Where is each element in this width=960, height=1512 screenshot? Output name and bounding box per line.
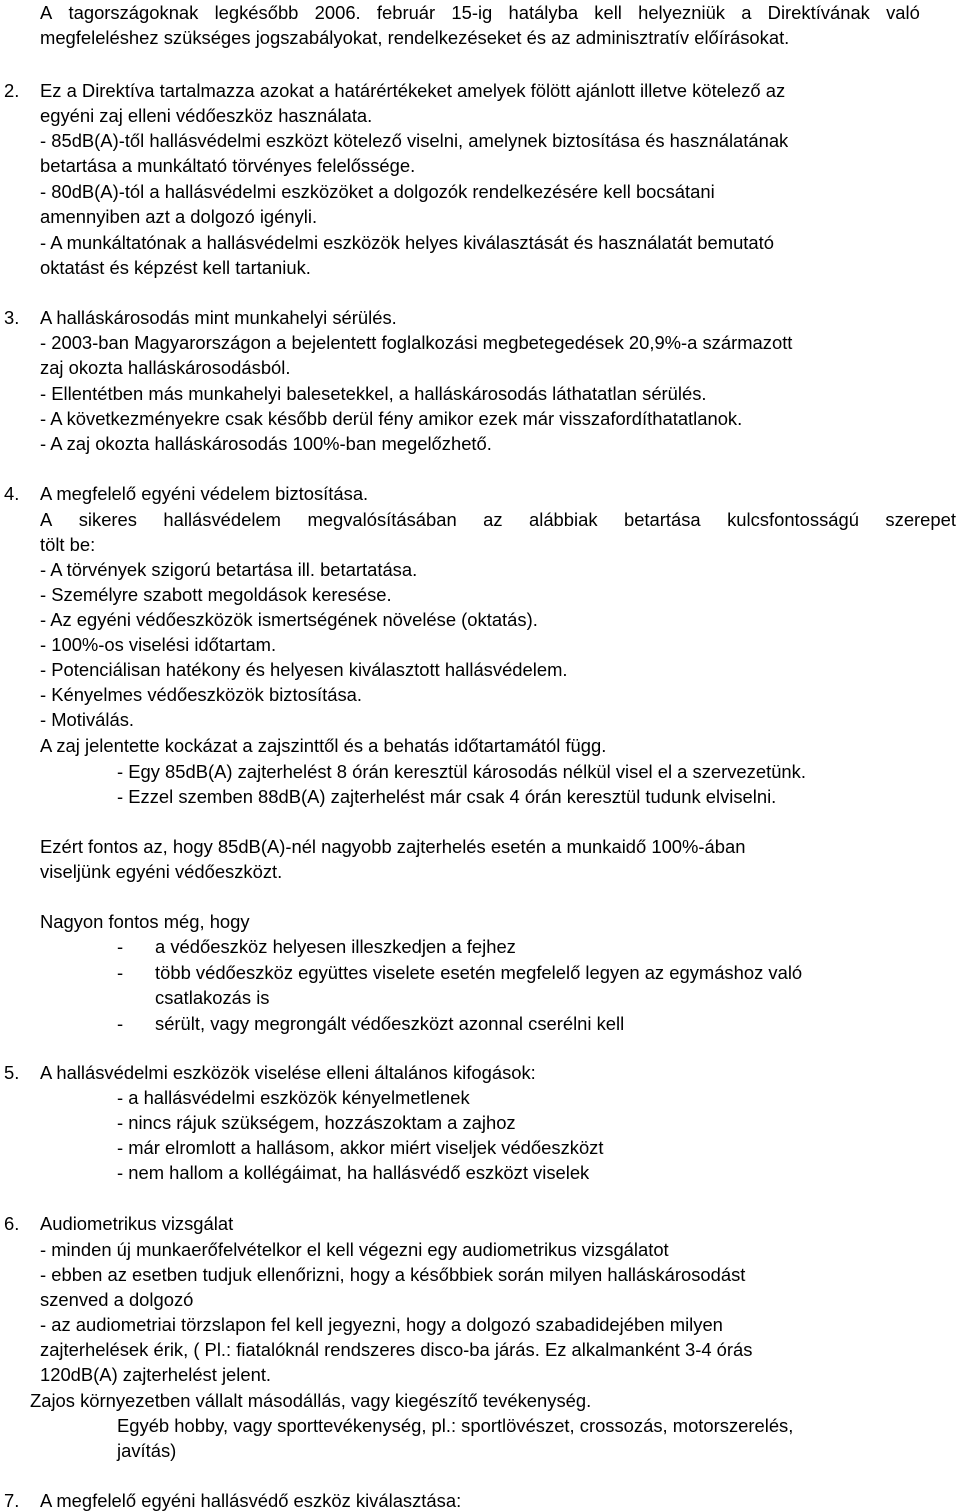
section-2-bullet-3-line-1 (40, 232, 956, 253)
word: tagországoknak (68, 2, 199, 23)
section-2-bullet-1-line-1 (40, 130, 956, 151)
section-3-bullet-1-line-1: - 2003-ban Magyarországon a bejelentett foglalkozási megbetegedések 20,9%-a származott (40, 332, 793, 353)
section-4-paragraph-3-line-2: viseljünk egyéni védőeszközt. (40, 861, 283, 882)
section-5-list-item: - nem hallom a kollégáimat, ha hallásvédő eszközt viselek (117, 1162, 590, 1183)
section-6-title: Audiometrikus vizsgálat (40, 1213, 234, 1234)
section-5-list-item: - már elromlott a hallásom, akkor miért viseljek védőeszközt (117, 1137, 604, 1158)
section-4-list-item: - Potenciálisan hatékony és helyesen kiválasztott hallásvédelem. (40, 659, 568, 680)
section-5-title: A hallásvédelmi eszközök viselése elleni általános kifogások: (40, 1062, 536, 1083)
section-3-number: 3. (4, 307, 20, 328)
section-4-paragraph-1-line-2: tölt be: (40, 534, 96, 555)
intro-line-2: megfeleléshez szükséges jogszabályokat, rendelkezéseket és az adminisztratív előírásokat. (40, 27, 790, 48)
list-dash: - (117, 936, 124, 957)
section-4-sub-item-1: - Egy 85dB(A) zajterhelést 8 órán keresztül károsodás nélkül visel el a szervezetünk. (117, 761, 806, 782)
section-4-list-item: - 100%-os viselési időtartam. (40, 634, 277, 655)
section-4-dash-item-1: a védőeszköz helyesen illeszkedjen a fejhez (155, 936, 516, 957)
section-3-bullet-4: - A zaj okozta halláskárosodás 100%-ban megelőzhető. (40, 433, 492, 454)
section-6-bullet-3-line-3: 120dB(A) zajterhelést jelent. (40, 1364, 272, 1385)
word: A (40, 2, 53, 23)
section-6-bullet-1: - minden új munkaerőfelvételkor el kell végezni egy audiometrikus vizsgálatot (40, 1239, 669, 1260)
section-5-list-item: - nincs rájuk szükségem, hozzászoktam a zajhoz (117, 1112, 516, 1133)
word: 2006. (314, 2, 361, 23)
section-2-bullet-1-text: - 85dB(A)-től hallásvédelmi eszközt kötelező viselni, amelynek biztosítása és használatának (40, 130, 789, 151)
section-6-paragraph-2-line-1: Egyéb hobby, vagy sporttevékenység, pl.: sportlövészet, crossozás, motorszerelés, (117, 1415, 794, 1436)
section-4-number: 4. (4, 483, 20, 504)
list-dash: - (117, 962, 124, 983)
section-2-bullet-2-text: - 80dB(A)-tól a hallásvédelmi eszközöket a dolgozók rendelkezésére kell bocsátani (40, 181, 715, 202)
section-2-number: 2. (4, 80, 20, 101)
word: február (376, 2, 436, 23)
section-2-bullet-2-line-2: amennyiben azt a dolgozó igényli. (40, 206, 318, 227)
section-3-bullet-3: - A következményekre csak később derül fény amikor ezek már visszafordíthatatlanok. (40, 408, 743, 429)
word: Direktívának (767, 2, 870, 23)
word: kell (594, 2, 622, 23)
section-6-bullet-3-line-1: - az audiometriai törzslapon fel kell jegyezni, hogy a dolgozó szabadidejében milyen (40, 1314, 723, 1335)
word: 15-ig (451, 2, 493, 23)
section-5-number: 5. (4, 1062, 20, 1083)
word: szerepet (885, 509, 956, 530)
intro-line-1 (40, 2, 920, 23)
section-3-bullet-1-line-2: zaj okozta halláskárosodásból. (40, 357, 291, 378)
section-7-title: A megfelelő egyéni hallásvédő eszköz kiválasztása: (40, 1490, 462, 1511)
word: a (741, 2, 752, 23)
word: A (40, 509, 53, 530)
section-7-number: 7. (4, 1490, 20, 1511)
list-dash: - (117, 1013, 124, 1034)
word: való (886, 2, 920, 23)
section-6-paragraph-1: Zajos környezetben vállalt másodállás, vagy kiegészítő tevékenység. (30, 1390, 592, 1411)
word: kulcsfontosságú (727, 509, 859, 530)
word: hallásvédelem (163, 509, 281, 530)
word: legkésőbb (214, 2, 299, 23)
section-2-line-1-text: Ez a Direktíva tartalmazza azokat a határértékeket amelyek fölött ajánlott illetve kötelező az (40, 80, 786, 101)
section-5-list-item: - a hallásvédelmi eszközök kényelmetlenek (117, 1087, 470, 1108)
word: sikeres (78, 509, 137, 530)
word: megvalósításában (307, 509, 457, 530)
section-4-paragraph-3-line-1: Ezért fontos az, hogy 85dB(A)-nél nagyobb zajterhelés esetén a munkaidő 100%-ában (40, 836, 746, 857)
section-4-paragraph-2: A zaj jelentette kockázat a zajszinttől és a behatás időtartamától függ. (40, 735, 607, 756)
word: hatályba (508, 2, 579, 23)
section-2-bullet-1-line-2: betartása a munkáltató törvényes felelőssége. (40, 155, 416, 176)
section-4-dash-item-3: sérült, vagy megrongált védőeszközt azonnal cserélni kell (155, 1013, 625, 1034)
section-2-bullet-3-text: - A munkáltatónak a hallásvédelmi eszközök helyes kiválasztását és használatát bemutató (40, 232, 774, 253)
section-4-list-item: - Személyre szabott megoldások keresése. (40, 584, 392, 605)
section-6-number: 6. (4, 1213, 20, 1234)
section-4-list-item: - Az egyéni védőeszközök ismertségének növelése (oktatás). (40, 609, 538, 630)
word: helyezniük (638, 2, 725, 23)
section-3-bullet-2: - Ellentétben más munkahelyi balesetekkel, a halláskárosodás láthatatlan sérülés. (40, 383, 707, 404)
section-4-list-item: - Motiválás. (40, 709, 135, 730)
section-4-paragraph-4: Nagyon fontos még, hogy (40, 911, 250, 932)
word: az (483, 509, 503, 530)
section-4-list-item: - A törvények szigorú betartása ill. betartatása. (40, 559, 418, 580)
section-4-dash-item-2-line-2: csatlakozás is (155, 987, 270, 1008)
section-2-bullet-3-line-2: oktatást és képzést kell tartaniuk. (40, 257, 311, 278)
section-2-line-2: egyéni zaj elleni védőeszköz használata. (40, 105, 373, 126)
section-4-dash-item-2-line-1: több védőeszköz együttes viselete esetén megfelelő legyen az egymáshoz való (155, 962, 803, 983)
section-2-line-1 (40, 80, 956, 101)
section-6-bullet-2-line-1: - ebben az esetben tudjuk ellenőrizni, hogy a későbbiek során milyen halláskárosodást (40, 1264, 746, 1285)
section-6-bullet-3-line-2: zajterhelések érik, ( Pl.: fiatalóknál rendszeres disco-ba járás. Ez alkalmanként 3-4 órás (40, 1339, 753, 1360)
section-6-paragraph-2-line-2: javítás) (117, 1440, 177, 1461)
word: betartása (623, 509, 701, 530)
section-4-title: A megfelelő egyéni védelem biztosítása. (40, 483, 369, 504)
section-6-bullet-2-line-2: szenved a dolgozó (40, 1289, 194, 1310)
section-4-paragraph-1-line-1 (40, 509, 956, 530)
section-4-list-item: - Kényelmes védőeszközök biztosítása. (40, 684, 362, 705)
section-2-bullet-2-line-1 (40, 181, 956, 202)
word: alábbiak (529, 509, 598, 530)
section-3-title: A halláskárosodás mint munkahelyi sérülés. (40, 307, 397, 328)
section-4-sub-item-2: - Ezzel szemben 88dB(A) zajterhelést már csak 4 órán keresztül tudunk elviselni. (117, 786, 777, 807)
